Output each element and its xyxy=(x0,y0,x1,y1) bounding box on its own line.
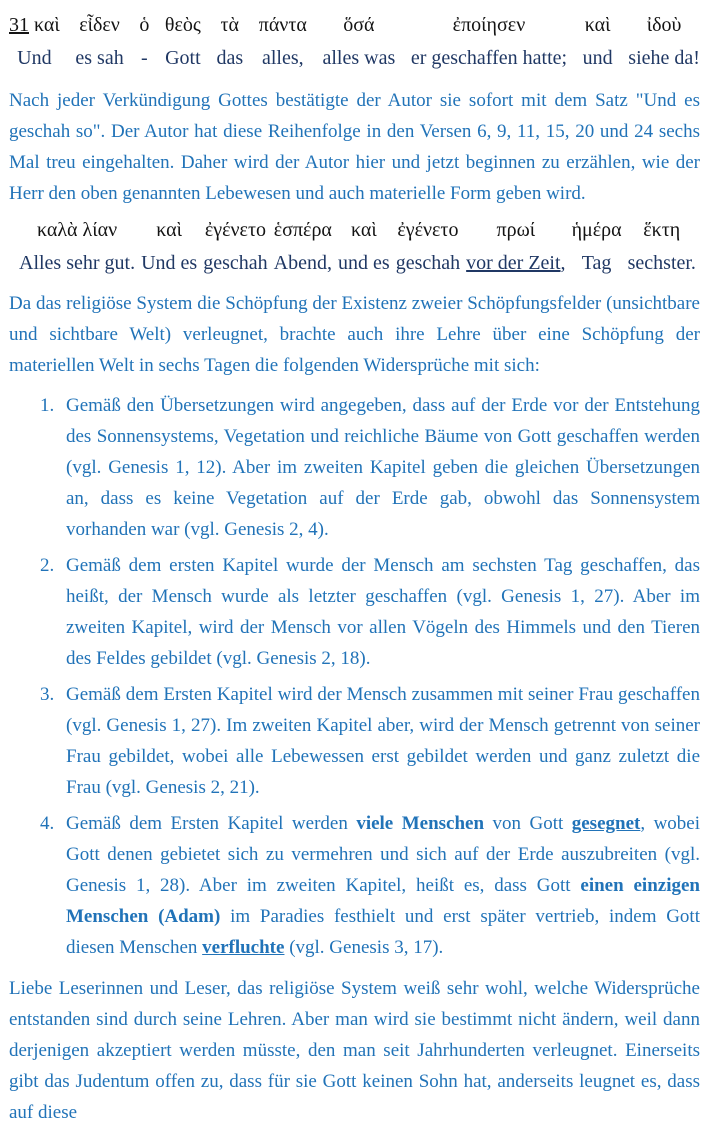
commentary-paragraph-1 xyxy=(9,85,700,209)
list-item xyxy=(40,390,700,545)
text-segment: τὰ xyxy=(220,14,240,36)
text-segment: alles, xyxy=(261,47,304,69)
german-gloss xyxy=(75,45,123,71)
text-segment: 31 xyxy=(9,14,29,36)
greek-word xyxy=(274,217,332,243)
list-item-number: 1. xyxy=(40,395,55,416)
german-gloss xyxy=(274,250,332,276)
greek-word xyxy=(221,12,240,38)
text-segment: und es xyxy=(338,252,390,274)
text-segment: ὅσά xyxy=(343,14,375,36)
interlinear-pair xyxy=(9,12,60,71)
text-segment: siehe da! xyxy=(628,47,700,69)
text-segment: es sah xyxy=(75,47,124,69)
greek-word xyxy=(165,12,201,38)
greek-word xyxy=(259,12,307,38)
greek-word xyxy=(351,217,377,243)
text-segment: gesegnet xyxy=(571,813,641,834)
text-segment: vor der Zeit xyxy=(466,252,561,274)
interlinear-verse-31 xyxy=(9,12,700,71)
text-segment: das xyxy=(216,47,244,69)
closing-paragraph xyxy=(9,973,700,1128)
text-segment: einen einzigen Menschen (Adam) xyxy=(66,875,700,927)
interlinear-pair xyxy=(139,12,149,71)
list-item-number: 4. xyxy=(40,813,55,834)
text-segment: (vgl. Genesis 3, 17). xyxy=(284,937,444,958)
list-item-text xyxy=(66,684,700,798)
interlinear-pair xyxy=(628,12,700,71)
text-segment: , xyxy=(560,252,566,274)
text-segment: ἐγένετο xyxy=(397,219,459,241)
interlinear-pair xyxy=(141,217,197,276)
greek-word xyxy=(497,217,536,243)
text-segment: im Paradies festhielt und erst später vertrieb, indem Gott diesen Menschen xyxy=(66,906,700,958)
text-segment: Abend, xyxy=(273,252,332,274)
text-segment: verfluchte xyxy=(202,937,285,958)
list-item xyxy=(40,808,700,963)
german-gloss xyxy=(466,250,565,276)
greek-word xyxy=(585,12,611,38)
text-segment: Und es xyxy=(141,252,198,274)
german-gloss xyxy=(203,250,267,276)
greek-word xyxy=(343,12,374,38)
text-segment: und xyxy=(582,47,613,69)
text-segment: Nach jeder Verkündigung Gottes bestätigte der Autor sie sofort mit dem Satz "Und es geschah so". Der Autor hat diese Reihenfolge in den Versen 6, 9, 11, 15, 20 und 24 sechs Mal treu eingehalten. Daher wird der Autor hier und jetzt beginnen zu erzählen, wie der Herr den oben genannten Lebewesen und auch materielle Form geben wird. xyxy=(9,90,700,204)
german-gloss xyxy=(411,45,567,71)
contradiction-list xyxy=(9,390,700,963)
greek-word xyxy=(397,217,458,243)
text-segment: καλὰ λίαν xyxy=(36,219,118,241)
greek-word xyxy=(647,12,682,38)
greek-word xyxy=(9,12,60,38)
german-gloss xyxy=(17,45,51,71)
text-segment: ἑσπέρα xyxy=(273,219,332,241)
german-gloss xyxy=(216,45,243,71)
german-gloss xyxy=(141,250,197,276)
text-segment: Gemäß dem Ersten Kapitel werden xyxy=(66,813,357,834)
text-segment: Tag xyxy=(581,252,612,274)
text-segment: alles was xyxy=(322,47,396,69)
text-segment: sechster. xyxy=(627,252,696,274)
text-segment: ἰδοὺ xyxy=(646,14,682,36)
interlinear-pair xyxy=(165,12,201,71)
german-gloss xyxy=(322,45,395,71)
interlinear-pair xyxy=(628,217,696,276)
text-segment: Gemäß dem Ersten Kapitel wird der Mensch zusammen mit seiner Frau geschaffen (vgl. Genesis 1, 27). Im zweiten Kapitel aber, wird der Mensch getrennt von seiner Frau gebildet, wobei alle Lebewessen erst gebildet werden und ganz zuletzt die Frau (vgl. Genesis 2, 21). xyxy=(66,684,700,798)
interlinear-pair xyxy=(572,217,622,276)
interlinear-verse-end xyxy=(9,217,700,276)
german-gloss xyxy=(141,45,148,71)
greek-word xyxy=(156,217,182,243)
text-segment: , wobei Gott denen gebietet sich zu vermehren und sich auf der Erde auszubreiten (vgl. Genesis 1, 28). Aber im zweiten Kapitel, heißt es, dass Gott xyxy=(66,813,700,896)
text-segment: Und xyxy=(17,47,52,69)
text-segment: Da das religiöse System die Schöpfung der Existenz zweier Schöpfungsfelder (unsichtbare und sichtbare Welt) verleugnet, brachte auch ihre Lehre über eine Schöpfung der materiellen Welt in sechs Tagen die folgenden Widersprüche mit sich: xyxy=(9,293,700,376)
greek-word xyxy=(37,217,117,243)
text-segment: ἐγένετο xyxy=(204,219,266,241)
interlinear-pair xyxy=(216,12,243,71)
text-segment: er geschaffen hatte; xyxy=(410,47,568,69)
text-segment: Gemäß den Übersetzungen wird angegeben, dass auf der Erde vor der Entstehung des Sonnensystems, Vegetation und reichliche Bäume von Gott geschaffen werden (vgl. Genesis 1, 12). Aber im zweiten Kapitel geben die gleichen Übersetzungen an, dass es keine Vegetation auf der Erde gab, obwohl das Sonnensystem vorhanden war (vgl. Genesis 2, 4). xyxy=(66,395,700,540)
german-gloss xyxy=(582,250,612,276)
german-gloss xyxy=(628,250,696,276)
commentary-paragraph-2 xyxy=(9,288,700,381)
greek-word xyxy=(572,217,622,243)
german-gloss xyxy=(583,45,613,71)
list-item-text xyxy=(66,813,700,958)
text-segment: καὶ xyxy=(350,219,377,241)
list-item-number: 3. xyxy=(40,684,55,705)
interlinear-pair xyxy=(203,217,267,276)
text-segment: Gemäß dem ersten Kapitel wurde der Mensch am sechsten Tag geschaffen, das heißt, der Mensch wurde als letzter geschaffen (vgl. Genesis 1, 27). Aber im zweiten Kapitel, wird der Mensch vor allen Vögeln des Himmels und den Tieren des Feldes gebildet (vgl. Genesis 2, 18). xyxy=(66,555,700,669)
list-item-text xyxy=(66,555,700,669)
text-segment: εἶδεν xyxy=(79,14,120,36)
list-item xyxy=(40,679,700,803)
german-gloss xyxy=(338,250,390,276)
text-segment: πρωί xyxy=(496,219,536,241)
german-gloss xyxy=(628,45,700,71)
interlinear-pair xyxy=(75,12,123,71)
text-segment: viele Menschen xyxy=(356,813,485,834)
german-gloss xyxy=(396,250,460,276)
text-segment: ἡμέρα xyxy=(571,219,622,241)
interlinear-pair xyxy=(274,217,332,276)
german-gloss xyxy=(19,250,135,276)
interlinear-pair xyxy=(322,12,395,71)
text-segment: von Gott xyxy=(484,813,572,834)
text-segment: θεὸς xyxy=(164,14,201,36)
text-segment: καὶ xyxy=(156,219,183,241)
text-segment: πάντα xyxy=(258,14,307,36)
interlinear-pair xyxy=(583,12,613,71)
list-item-number: 2. xyxy=(40,555,55,576)
greek-word xyxy=(79,12,120,38)
text-segment: καὶ xyxy=(584,14,611,36)
interlinear-pair xyxy=(259,12,307,71)
greek-word xyxy=(205,217,266,243)
german-gloss xyxy=(262,45,304,71)
text-segment: ἕκτη xyxy=(643,219,681,241)
text-segment: Gott xyxy=(165,47,201,69)
interlinear-pair xyxy=(396,217,460,276)
greek-word xyxy=(643,217,680,243)
text-segment: Liebe Leserinnen und Leser, das religiöse System weiß sehr wohl, welche Widersprüche entstanden sind durch seine Lehren. Aber man wird sie bestimmt nicht ändern, weil dann derjenigen akzeptiert werden müsste, den man seit Jahrhunderten verleugnet. Einerseits gibt das Judentum offen zu, dass für sie Gott keinen Sohn hat, anderseits leugnet es, dass auf diese xyxy=(9,978,700,1123)
interlinear-pair xyxy=(466,217,565,276)
text-segment: Alles sehr gut. xyxy=(19,252,136,274)
greek-word xyxy=(139,12,149,38)
interlinear-pair xyxy=(338,217,390,276)
text-segment: ἐποίησεν xyxy=(452,14,526,36)
list-item-text xyxy=(66,395,700,540)
text-segment: καὶ xyxy=(29,14,60,36)
german-gloss xyxy=(165,45,201,71)
text-segment: geschah xyxy=(203,252,268,274)
greek-word xyxy=(453,12,526,38)
interlinear-pair xyxy=(411,12,567,71)
list-item xyxy=(40,550,700,674)
text-segment: geschah xyxy=(395,252,461,274)
text-segment: ὁ xyxy=(139,14,150,36)
text-segment: - xyxy=(140,47,148,69)
interlinear-pair xyxy=(19,217,135,276)
